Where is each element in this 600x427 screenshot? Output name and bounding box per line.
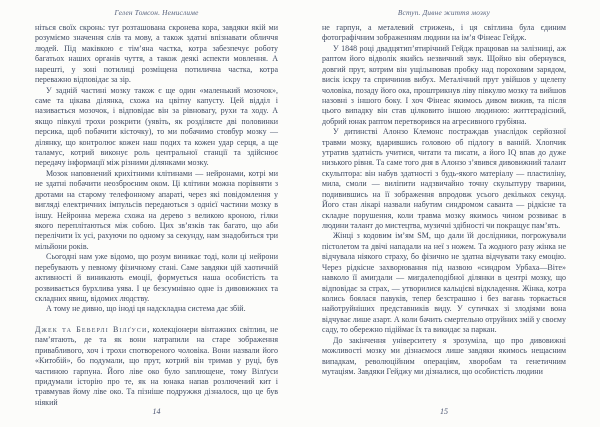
paragraph: У задній частині мозку також є ще один «маленький мозочок», саме та цікава ділянка, схожа на цвітну капусту. Цей відділ і називається мозочок, і відповідає він за рівновагу, рухи та ходу. А якщо півкулі трохи розкрити (уявіть, як розділяєте дві половинки персика, щоб побачити кісточку), то ми побачимо стовбур мозку — ділянку, що контролює кожен наш подих та кожен удар серця, а ще таламус, котрий виконує роль центральної станції та здійснює передачу інформації між різними ділянками мозку.	[35, 85, 278, 168]
running-head-right: Вступ. Дивне життя мозку	[397, 8, 491, 17]
paragraph: У 1848 році двадцятип’ятирічний Гейдж працював на залізниці, аж раптом його відволік якийсь незвичний звук. Щойно він обернувся, довгий прут, котрим він ущільнював пробку над пороховим зарядом, висік іскру та спричинив вибух. Металічний прут увійшов у щелепу чоловіка, позаду його ока, проштрикнув ліву півкулю мозку та вийшов назовні з іншого боку. І хоч Фінеас якимось дивом вижив, та після цього випадку він став цілковито іншою людиною: життєрадісний, добрий юнак раптом перетворився на агресивного грубіяна.	[322, 43, 566, 126]
paragraph: ніться своїх скронь: тут розташована скронева кора, завдяки якій ми розуміємо значення слів та мову, а також здатні впізнавати обличчя людей. Під маківкою є тім’яна частка, котра забезпечує роботу багатьох наших органів чуття, а також деякі аспекти мовлення. А нарешті, у зоні потилиці розміщена потилична частка, котра переважно відповідає за зір.	[35, 23, 278, 85]
paragraph: У дитинстві Алонзо Клемонс постраждав унаслідок серйозної травми мозку, вдарившись головою об підлогу в ванній. Хлопчик утратив здатність учитися, читати та писати, а його IQ впав до дуже низького рівня. Та саме того дня в Алонзо з’явився дивовижний талант скульптора: він набув здатності з будь-якого матеріалу — пластиліну, мила, смоли — виліпити надзвичайно точну скульптуру тварини, подивившись на її зображення впродовж усього декількох секунд. Його стан лікарі назвали набутим синдромом саванта — рідкісне та складне порушення, коли травма мозку якимось чином розвиває в людини талант до мистецтва, музичні здібності чи покращує пам’ять.	[322, 127, 566, 231]
paragraph-section-start	[35, 325, 278, 408]
left-page-text-block	[35, 23, 278, 408]
right-page-text-block	[322, 23, 566, 377]
paragraph: Мозок наповнений крихітними клітинами — нейронами, котрі ми не здатні побачити неозброєним оком. Ці клітини можна порівняти з дротами на старому телефонному апараті, через які повідомлення у вигляді електричних імпульсів передаються з однієї частини мозку в іншу. Нейронна мережа схожа на дерево з великою кроною, гілки якого переплітаються між собою. Цих зв’язків так багато, що аби перелічити їх усі, рахуючи по одному за секунду, нам знадобиться три мільйони років.	[35, 168, 278, 251]
paragraph: Сьогодні нам уже відомо, що розум виникає тоді, коли ці нейрони перебувають у певному фізичному стані. Саме завдяки цій хаотичній активності й виникають емоції, формується наша особистість та розвивається бурхлива уява. І це безсумнівно одне із дивовижних та складних явищ, відомих людству.	[35, 252, 278, 303]
paragraph: Жінці з кодовим ім’ям SM, що дали їй дослідники, погрожували пістолетом та двічі нападали на неї з ножем. Та жодного разу жінка не відчувала ніякого страху, бо фізично не здатна відчувати таку емоцію. Через рідкісне захворювання під назвою «синдром Урбаха—Віте» навколо її амигдали — мигдалеподібної ділянки в центрі мозку, що відповідає за страх, — утворилися кальцієві відкладення. Жінка, котра колись боялася павуків, тепер безстрашно і без вагань торкається найотруйніших представників виду. У сутичках зі злодіями вона відчуває лише азарт. А коли бачить смертельно отруйних змій у своєму саду, то обережно підіймає їх та викидає за паркан.	[322, 231, 566, 335]
right-page	[300, 0, 600, 427]
section-opener-names: Джек та Беверлі Вілґуси	[35, 324, 148, 334]
paragraph: не гарпун, а металевий стрижень, і ця світлина була єдиним фотографічним зображенням людини на ім’я Фінеас Гейдж.	[322, 23, 566, 43]
section-opener-rest: , колекціонери вінтажних світлин, не пам’ятають, де та як вони натрапили на старе зображення привабливого, хоч і трохи спотвореного чоловіка. Вони назвали його «Китобій», бо подумали, що прут, котрий він тримав у руці, був частиною гарпуна. Його ліве око було заплющене, тому Вілґуси придумали історію про те, як на юнака напав розлючений кит і травмував йому ліве око. Та пізніше подружжя дізналося, що це був ніякий	[35, 324, 278, 407]
paragraph: А тому не дивно, що іноді ця надскладна система дає збій.	[46, 304, 246, 314]
running-head-left: Гелен Томсон. Немислиме	[114, 8, 199, 17]
page-number-right: 15	[440, 407, 448, 416]
paragraph: До закінчення університету я зрозуміла, що про дивовижні можливості мозку ми дізнаємося лише завдяки якимось нещасним випадкам, революційним операціям, хворобам та генетичним мутаціям. Завдяки Гейджу ми дізналися, що особистість людини	[322, 335, 566, 376]
page-number-left: 14	[152, 407, 161, 416]
